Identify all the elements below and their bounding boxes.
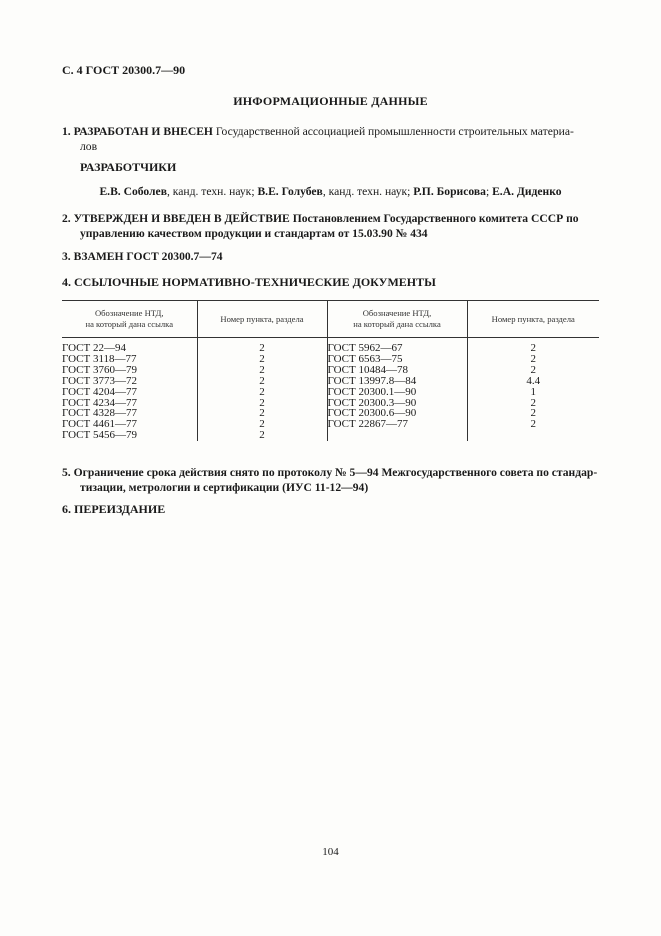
doc-code: ГОСТ 22867—77 [327,418,408,431]
clause-number: 2 [259,407,265,420]
header-text: Обозначение НТД, на который дана ссылка [85,308,174,329]
left-items-cell [197,338,327,442]
doc-code: ГОСТ 10484—78 [327,363,408,376]
developer-name: В.Е. Голубев [257,185,323,198]
section-3-number: 3. [62,250,71,263]
clause-number: 2 [259,352,265,365]
references-table [62,300,599,441]
section-4-number: 4. [62,275,71,289]
header-text: Обозначение НТД, на который дана ссылка [353,308,441,329]
section-1-lead: РАЗРАБОТАН И ВНЕСЕН [73,125,213,138]
column-header-clause-right [467,301,599,338]
clause-number: 2 [530,352,536,365]
clause-number: 2 [530,342,536,354]
clause-number: 2 [259,396,265,409]
doc-code: ГОСТ 20300.3—90 [327,396,417,409]
table-row [62,338,599,442]
column-header-designation-left [62,301,197,338]
developer-name: Р.П. Борисова [413,185,486,198]
developer-title: , канд. техн. наук; [322,185,414,198]
section-6-number: 6. [62,502,71,516]
header-text: Номер пункта, раздела [220,313,304,324]
doc-code: ГОСТ 5962—67 [327,342,403,354]
clause-number: 2 [259,429,265,442]
section-6 [62,502,165,517]
doc-code: ГОСТ 22—94 [62,342,126,354]
developer-title: ; [485,185,493,198]
developer-name: Е.В. Соболев [99,185,167,198]
page-number: 104 [322,846,339,858]
section-2-lead: УТВЕРЖДЕН И ВВЕДЕН В ДЕЙСТВИЕ [73,212,290,225]
doc-code: ГОСТ 13997.8—84 [327,374,417,387]
page-title: ИНФОРМАЦИОННЫЕ ДАННЫЕ [233,94,428,108]
doc-code: ГОСТ 4328—77 [62,407,137,420]
column-header-designation-right [327,301,467,338]
doc-code: ГОСТ 4461—77 [62,418,137,431]
section-5-number: 5. [62,466,71,479]
clause-number: 2 [530,418,536,431]
doc-code: ГОСТ 3118—77 [62,352,137,365]
doc-code: ГОСТ 3760—79 [62,363,137,376]
developers-heading: РАЗРАБОТЧИКИ [80,160,177,174]
doc-code: ГОСТ 6563—75 [327,352,403,365]
clause-number: 2 [259,418,265,431]
section-2-text-b: управлению качеством продукции и стандартам от 15.03.90 № 434 [80,227,428,240]
doc-code: ГОСТ 20300.1—90 [327,385,417,398]
developers-list [0,185,661,198]
clause-number: 2 [530,396,536,409]
section-2-text-a: Постановлением Государственного комитета СССР по [292,212,579,225]
clause-number: 1 [530,385,536,398]
clause-number: 2 [530,363,536,376]
table-header-row [62,301,599,338]
doc-code: ГОСТ 3773—72 [62,374,137,387]
section-5-text-a: Ограничение срока действия снято по протоколу № 5—94 Межгосударственного совета по стандар- [73,466,598,479]
section-4-text: ССЫЛОЧНЫЕ НОРМАТИВНО-ТЕХНИЧЕСКИЕ ДОКУМЕНТЫ [74,275,436,289]
section-5-text-b: тизации, метрологии и сертификации (ИУС 11-12—94) [80,481,369,494]
right-items-cell [467,338,599,442]
header-text: Номер пункта, раздела [491,313,575,324]
section-3 [62,250,223,263]
left-codes-cell [62,338,197,442]
section-5 [62,465,607,495]
developer-title: , канд. техн. наук; [166,185,258,198]
section-6-text: ПЕРЕИЗДАНИЕ [74,502,166,516]
doc-code: ГОСТ 4234—77 [62,396,137,409]
section-3-text: ВЗАМЕН ГОСТ 20300.7—74 [73,250,223,263]
section-4 [62,275,436,290]
right-codes-cell [327,338,467,442]
section-1-text-a: Государственной ассоциацией промышленности строительных материа- [215,125,574,138]
clause-number: 2 [259,363,265,376]
developer-name: Е.А. Диденко [492,185,562,198]
clause-number: 2 [259,385,265,398]
page-header: С. 4 ГОСТ 20300.7—90 [62,63,186,77]
doc-code: ГОСТ 20300.6—90 [327,407,417,420]
clause-number: 2 [530,407,536,420]
clause-number: 2 [259,374,265,387]
section-2 [62,211,607,241]
section-1-number: 1. [62,125,71,138]
doc-code: ГОСТ 4204—77 [62,385,137,398]
section-2-number: 2. [62,212,71,225]
section-1-text-b: лов [80,140,98,153]
clause-number: 4.4 [526,374,541,387]
section-1 [62,124,607,154]
column-header-clause-left [197,301,327,338]
doc-code: ГОСТ 5456—79 [62,429,137,442]
clause-number: 2 [259,342,265,354]
